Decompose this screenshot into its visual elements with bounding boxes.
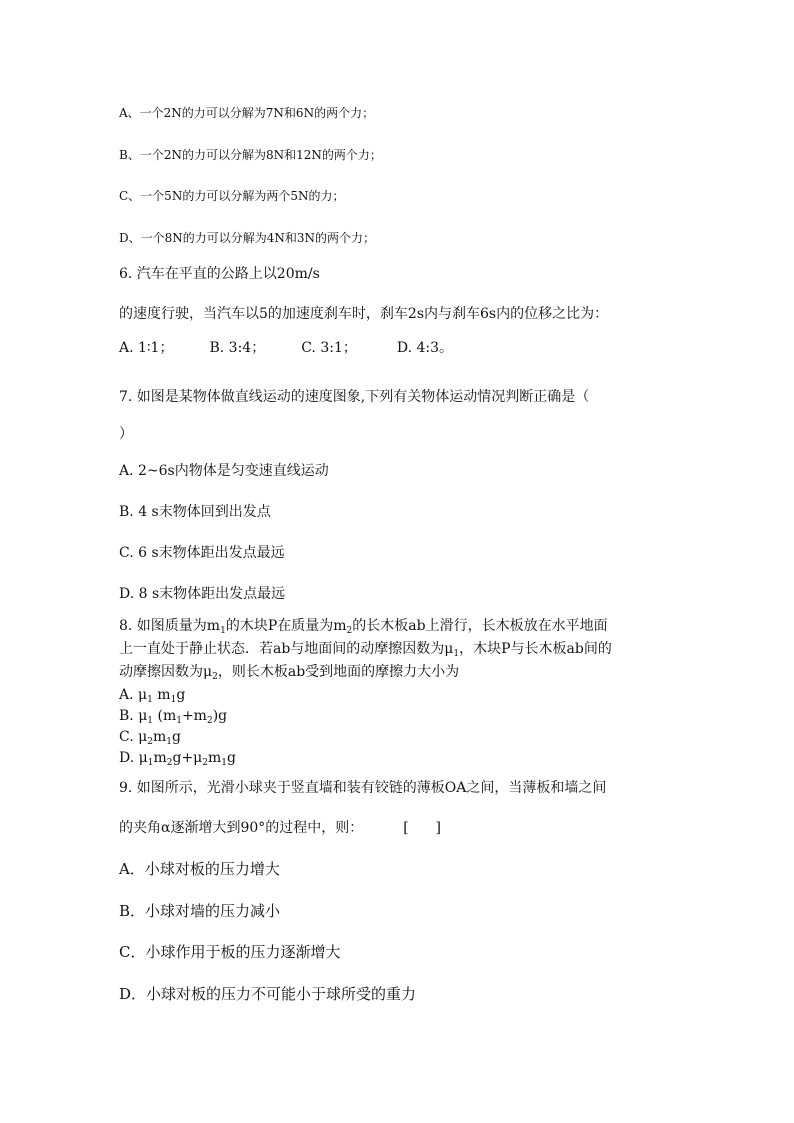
q5-option-a: A、一个2N的力可以分解为7N和6N的两个力； — [119, 106, 375, 120]
q8-stem-line3: 动摩擦因数为$\mu_2$，则长木板ab受到地面的摩擦力大小为 — [119, 664, 460, 682]
q6-options — [119, 341, 453, 355]
q8-stem-line1: 8. 如图质量为$m_1$的木块P在质量为$m_2$的长木板ab上滑行，长木板放在水平地面 — [119, 618, 608, 636]
q7-option-b: B. 4 s末物体回到出发点 — [119, 504, 271, 520]
q5-option-d: D、一个8N的力可以分解为4N和3N的两个力； — [119, 231, 376, 245]
q7-stem-line1: 7. 如图是某物体做直线运动的速度图象,下列有关物体运动情况判断正确是（ — [119, 389, 590, 405]
q6-option-a: A. 1∶1； — [119, 340, 174, 356]
q6-option-b: B. 3:4； — [209, 340, 266, 356]
q8-option-b: B. $\mu_1$ $(m_1+m_2)g$ — [119, 708, 228, 726]
q9-option-b: B．小球对墙的压力减小 — [119, 902, 281, 920]
q7-option-c: C. 6 s末物体距出发点最远 — [119, 545, 285, 561]
answer-bracket: [ ] — [403, 820, 441, 836]
q6-stem-line1: 6. 汽车在平直的公路上以20m/s — [119, 266, 320, 282]
q5-option-b: B、一个2N的力可以分解为8N和12N的两个力； — [119, 148, 382, 162]
q6-option-c: C. 3:1； — [301, 340, 357, 356]
q7-stem-line2: ） — [119, 426, 133, 442]
q8-option-d: D. $\mu_1m_2g+\mu_2m_1g$ — [119, 750, 236, 768]
q9-stem-line1: 9. 如图所示，光滑小球夹于竖直墙和装有铰链的薄板OA之间，当薄板和墙之间 — [119, 780, 607, 796]
q8-option-a: A. $\mu_1$ $m_1g$ — [119, 687, 186, 705]
q6-stem-line2: 的速度行驶，当汽车以5的加速度刹车时，刹车2s内与刹车6s内的位移之比为： — [119, 306, 609, 322]
q8-stem-line2: 上一直处于静止状态．若ab与地面间的动摩擦因数为$\mu_1$，木块P与长木板ab间的 — [119, 641, 612, 659]
q9-option-c: C．小球作用于板的压力逐渐增大 — [119, 943, 341, 961]
q7-option-a: A. 2~6s内物体是匀变速直线运动 — [119, 463, 329, 479]
q6-option-d: D. 4:3。 — [396, 340, 454, 356]
q9-option-a: A．小球对板的压力增大 — [119, 860, 280, 878]
q7-option-d: D. 8 s末物体距出发点最远 — [119, 586, 286, 602]
q8-option-c: C. $\mu_2m_1g$ — [119, 729, 181, 747]
q9-option-d: D．小球对板的压力不可能小于球所受的重力 — [119, 985, 417, 1003]
q9-stem-line2: 的夹角α逐渐增大到90°的过程中，则： [ ] — [119, 820, 441, 836]
q5-option-c: C、一个5N的力可以分解为两个5N的力； — [119, 189, 345, 203]
